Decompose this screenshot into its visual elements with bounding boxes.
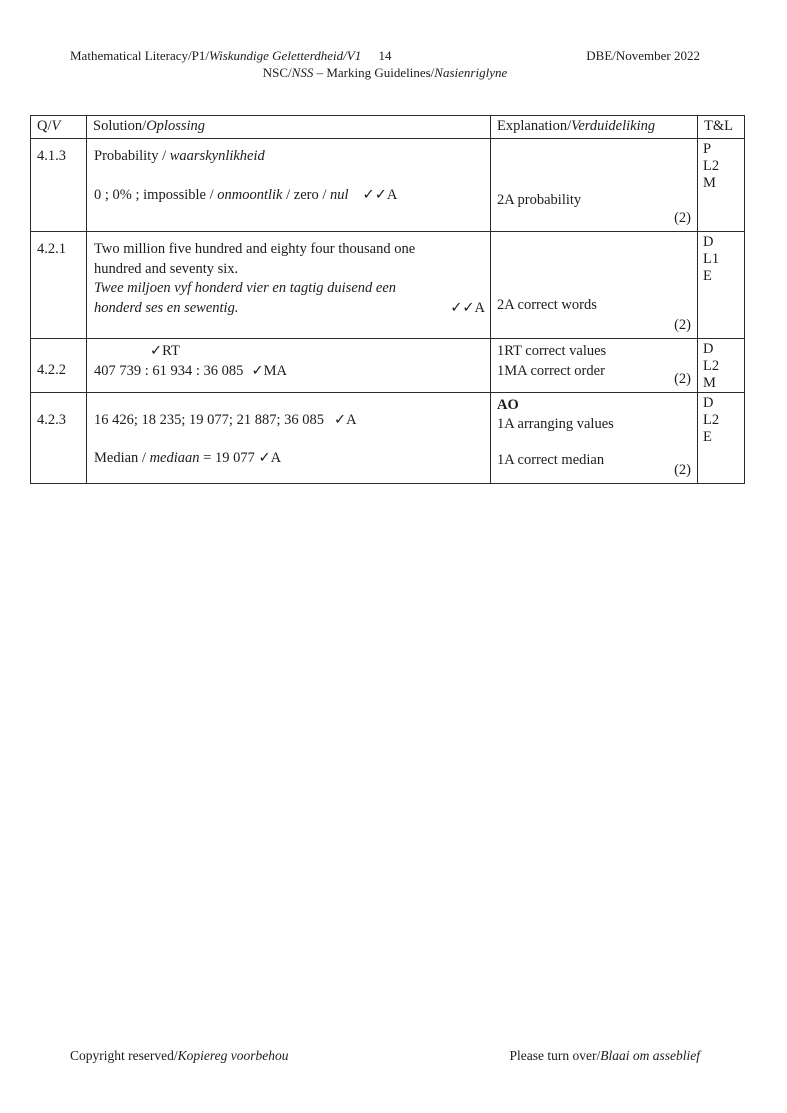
table-row [31,339,745,393]
col-header-qv [31,116,87,139]
tl-code: L1 [703,251,720,267]
solution-line-afrikaans [94,299,487,319]
tl-code: D [703,395,714,411]
col-header-tl: T&L [698,116,745,139]
col-header-qv-italic: V [51,118,61,134]
doc-title-afrikaans: Wiskundige Geletterdheid/V1 [208,48,362,63]
tl-code: E [703,268,712,284]
question-number: 4.2.3 [31,393,87,484]
question-number: 4.2.1 [31,232,87,339]
col-header-qv-plain: Q/ [37,118,52,134]
solution-text-afrikaans: nul [330,187,349,203]
doc-subtitle-nasienriglyne: Nasienriglyne [434,65,508,80]
tl-code: D [703,341,714,357]
solution-line [94,362,487,382]
doc-subtitle-nsc: NSC/ [262,65,292,80]
tl-cell [698,339,745,393]
mark-total: (2) [674,317,691,333]
solution-text-afrikaans: honderd ses en sewentig. [94,299,239,316]
check-marks: ✓✓A [362,187,398,203]
tl-cell [698,139,745,232]
explanation-line-ao: AO [497,397,519,413]
table-row [31,232,745,339]
doc-reference: DBE/November 2022 [586,48,700,63]
page-number: 14 [378,48,392,63]
solution-line: Two million five hundred and eighty four thousand one [94,241,416,257]
tl-code: L2 [703,358,720,374]
check-marks: ✓✓A [450,299,485,316]
solution-text: 0 ; 0% ; impossible / [94,187,218,203]
copyright-text-afrikaans: Kopiereg voorbehou [177,1048,289,1063]
solution-text: / zero / [282,187,331,203]
solution-line [94,411,487,431]
solution-cell [87,339,491,393]
col-header-solution [87,116,491,139]
col-header-explanation-plain: Explanation/ [497,118,572,134]
question-number: 4.1.3 [31,139,87,232]
col-header-explanation [491,116,698,139]
explanation-line: 1RT correct values [497,343,607,359]
copyright-text: Copyright reserved/ [70,1048,178,1063]
table-row [31,393,745,484]
mark-total: (2) [674,371,691,387]
blank-line [497,433,693,451]
question-number: 4.2.2 [31,339,87,393]
solution-cell [87,393,491,484]
doc-title-text: Mathematical Literacy/P1/ [70,48,209,63]
turn-over-text-afrikaans: Blaai om asseblief [600,1048,700,1063]
solution-line: hundred and seventy six. [94,260,239,277]
check-marks: ✓RT [150,343,180,359]
solution-text-afrikaans: onmoontlik [217,187,283,203]
solution-text: Median / [94,449,150,466]
doc-header-line1 [70,48,700,64]
tl-code: L2 [703,412,720,428]
solution-line [94,147,487,167]
table-header-row [31,116,745,139]
marking-table [30,115,745,484]
doc-subtitle-guidelines: – Marking Guidelines/ [313,65,435,80]
solution-text: = 19 077 [199,449,259,466]
explanation-cell [491,339,698,393]
tl-code: M [703,175,716,191]
check-marks: ✓A [258,449,282,466]
explanation-line: 2A correct words [497,297,597,313]
solution-line [94,186,487,206]
turn-over-notice [510,1048,700,1064]
explanation-line: 1MA correct order [497,362,605,379]
col-header-solution-italic: Oplossing [146,118,206,134]
turn-over-text: Please turn over/ [509,1048,601,1063]
explanation-cell [491,139,698,232]
solution-text: Probability / [94,148,170,164]
table-row [31,139,745,232]
copyright-notice [70,1048,288,1064]
tl-code: M [703,375,716,391]
col-header-explanation-italic: Verduideliking [571,118,656,134]
tl-code: P [703,141,712,157]
tl-cell [698,232,745,339]
col-header-solution-plain: Solution/ [93,118,147,134]
mark-total: (2) [674,462,691,478]
check-marks: ✓MA [251,362,287,379]
doc-subtitle-nss: NSS [291,65,314,80]
solution-cell [87,232,491,339]
solution-line [94,449,487,469]
blank-line [94,431,487,449]
tl-code: E [703,429,712,445]
solution-text: 407 739 : 61 934 : 36 085 [94,362,244,379]
solution-text-afrikaans: waarskynlikheid [169,148,265,164]
explanation-cell [491,393,698,484]
solution-cell [87,139,491,232]
tl-code: L2 [703,158,720,174]
explanation-cell [491,232,698,339]
explanation-line: 2A probability [497,192,582,208]
check-marks: ✓A [334,412,357,428]
mark-total: (2) [674,210,691,226]
doc-subtitle [70,65,700,81]
doc-header [70,48,700,81]
tl-cell [698,393,745,484]
blank-line [94,167,487,187]
solution-line-afrikaans: Twee miljoen vyf honderd vier en tagtig duisend een [94,280,397,296]
solution-text: 16 426; 18 235; 19 077; 21 887; 36 085 [94,412,324,428]
explanation-line: 1A arranging values [497,415,614,432]
explanation-line: 1A correct median [497,452,605,468]
tl-code: D [703,234,714,250]
solution-text-afrikaans: mediaan [149,449,200,466]
